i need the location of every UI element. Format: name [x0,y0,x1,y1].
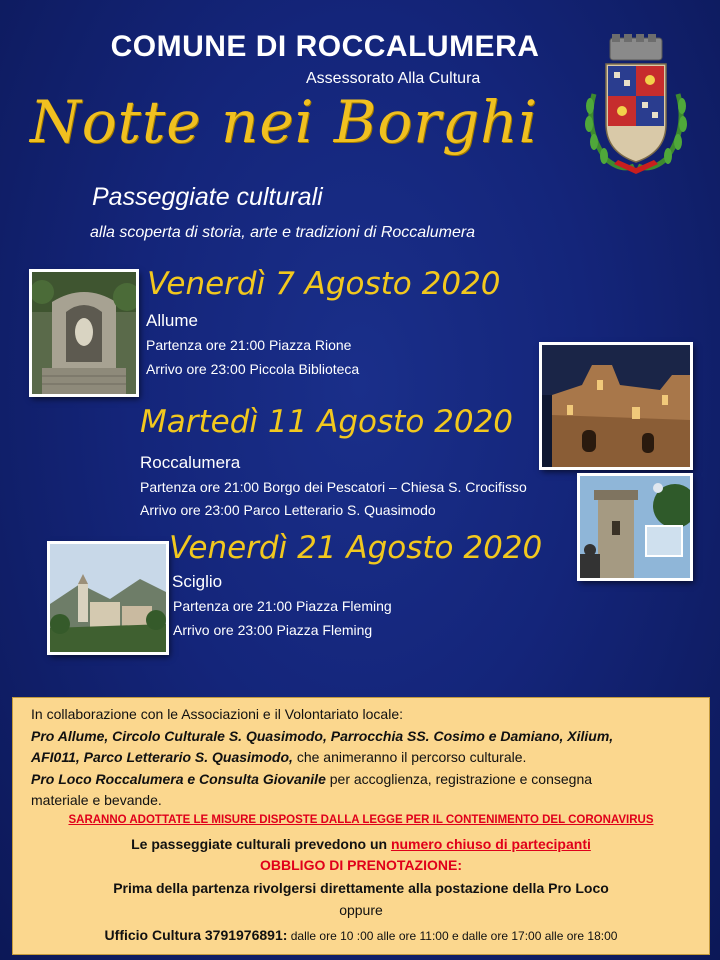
event-2-departure: Partenza ore 21:00 Borgo dei Pescatori – Chiesa S. Crocifisso [140,479,527,495]
photo-sciglio [48,542,168,654]
event-3-date: Venerdì 21 Agosto 2020 [169,530,543,566]
info-box [12,697,710,955]
photo-roccalumera-night [540,343,692,469]
page-title: COMUNE DI ROCCALUMERA [110,30,540,63]
event-3-departure: Partenza ore 21:00 Piazza Fleming [173,598,392,614]
event-1-date: Venerdì 7 Agosto 2020 [147,266,501,302]
event-2-date: Martedì 11 Agosto 2020 [140,404,514,440]
associations-line-2-rest: che animeranno il percorso culturale. [292,749,527,765]
proloco-line-2: materiale e bevande. [31,792,162,808]
page-subtitle: Assessorato Alla Cultura [306,70,481,87]
event-3-arrival: Arrivo ore 23:00 Piazza Fleming [173,622,373,638]
event-3-place: Sciglio [172,572,223,591]
tagline: Passeggiate culturali [92,183,323,211]
associations-line-2 [31,749,526,765]
event-1-departure: Partenza ore 21:00 Piazza Rione [146,337,352,353]
associations-line-1: Pro Allume, Circolo Culturale S. Quasimodo, Parrocchia SS. Cosimo e Damiano, Xilium, [31,728,614,744]
photo-allume [30,270,138,396]
limited-link: numero chiuso di partecipanti [390,836,591,852]
oppure: oppure [339,902,383,918]
office-line [13,927,709,943]
event-2-arrival: Arrivo ore 23:00 Parco Letterario S. Quasimodo [140,502,436,518]
booking-required: OBBLIGO DI PRENOTAZIONE: [260,857,462,873]
event-2-place: Roccalumera [140,453,241,472]
office-hours: dalle ore 10 :00 alle ore 11:00 e dalle ore 17:00 alle ore 18:00 [287,929,618,943]
proloco-line-1 [31,771,592,787]
event-1-arrival: Arrivo ore 23:00 Piccola Biblioteca [146,361,360,377]
limited-participants [13,836,709,852]
event-1-place: Allume [146,311,198,330]
proloco-rest: per accoglienza, registrazione e consegna [325,771,593,787]
collab-intro: In collaborazione con le Associazioni e il Volontariato locale: [31,706,404,722]
description: alla scoperta di storia, arte e tradizioni di Roccalumera [90,224,476,241]
limited-prefix: Le passeggiate culturali prevedono un [131,836,391,852]
covid-notice: SARANNO ADOTTATE LE MISURE DISPOSTE DALLA LEGGE PER IL CONTENIMENTO DEL CORONAVIRUS [68,814,654,826]
office-bold: Ufficio Cultura 3791976891: [104,927,288,943]
before-departure: Prima della partenza rivolgersi direttamente alla postazione della Pro Loco [113,880,609,896]
photo-tower [578,474,692,580]
coat-of-arms-icon [576,34,696,176]
event-name: Notte nei Borghi [30,88,539,156]
proloco-bold: Pro Loco Roccalumera e Consulta Giovanile [31,771,326,787]
associations-line-2-bold: AFI011, Parco Letterario S. Quasimodo, [31,749,293,765]
